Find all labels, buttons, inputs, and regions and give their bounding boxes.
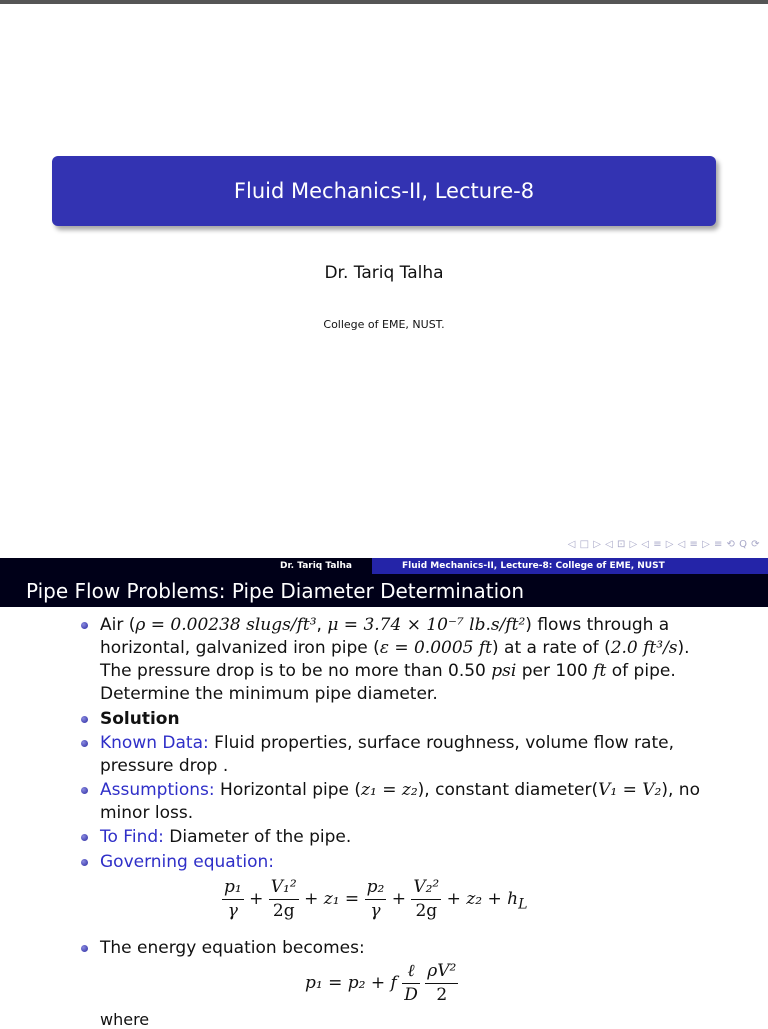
problem-line-4: Determine the minimum pipe diameter. [100, 684, 438, 704]
to-find-item: To Find: Diameter of the pipe. [100, 826, 700, 849]
beamer-nav-icons[interactable]: ◁ □ ▷ ◁ ⊡ ▷ ◁ ≡ ▷ ◁ ≡ ▷ ≡ ⟲ Q ⟳ [567, 539, 760, 550]
bernoulli-equation: $\frac{\text{p₁}}{\gamma}$ + $\frac{\text{V₁²}}{2g}$ + z₁ = $\frac{\text{p₂}}{\gamma}$ + $\frac{\text{V₂²}}{2g}$ + $z_2 + h_L$ [224, 877, 528, 921]
headline-author: Dr. Tariq Talha [0, 558, 372, 574]
solution-item: Solution [100, 708, 700, 731]
slide-headline [0, 558, 768, 574]
governing-item: Governing equation: [100, 851, 700, 874]
known-data-item: Known Data: Fluid properties, surface roughness, volume flow rate, pressure drop . [100, 732, 700, 778]
energy-equation: p₁ = p₂ + f $\frac{\text{ℓ}}{D}$ $\frac{\text{ρV²}}{2}$ [305, 961, 457, 1005]
problem-line-1: Air (ρ = 0.00238 slugs/ft³, μ = 3.74 × 10⁻⁷ lb.s/ft²) flows through a [100, 615, 670, 635]
bullet-icon [81, 716, 88, 723]
headline-title: Fluid Mechanics-II, Lecture-8: College of EME, NUST [372, 558, 768, 574]
bullet-icon [81, 787, 88, 794]
assumptions-item: Assumptions: Horizontal pipe (z₁ = z₂), constant diameter(V₁ = V₂), no minor loss. [100, 779, 700, 825]
problem-item [100, 614, 700, 706]
institute-name: College of EME, NUST. [323, 318, 445, 331]
bullet-icon [81, 945, 88, 952]
author-name: Dr. Tariq Talha [324, 263, 444, 283]
bullet-icon [81, 834, 88, 841]
problem-line-3: The pressure drop is to be no more than 0.50 psi per 100 ft of pipe. [100, 661, 676, 681]
slide-title-box [52, 156, 716, 226]
slide-title: Fluid Mechanics-II, Lecture-8 [233, 179, 535, 203]
bullet-icon [81, 740, 88, 747]
frame-title: Pipe Flow Problems: Pipe Diameter Determination [0, 574, 768, 607]
bullet-icon [81, 622, 88, 629]
energy-item: The energy equation becomes: [100, 937, 700, 960]
problem-line-2: horizontal, galvanized iron pipe (ε = 0.0005 ft) at a rate of (2.0 ft³/s). [100, 638, 690, 658]
where-text: where [100, 1010, 150, 1029]
bullet-icon [81, 859, 88, 866]
top-rule [0, 0, 768, 4]
